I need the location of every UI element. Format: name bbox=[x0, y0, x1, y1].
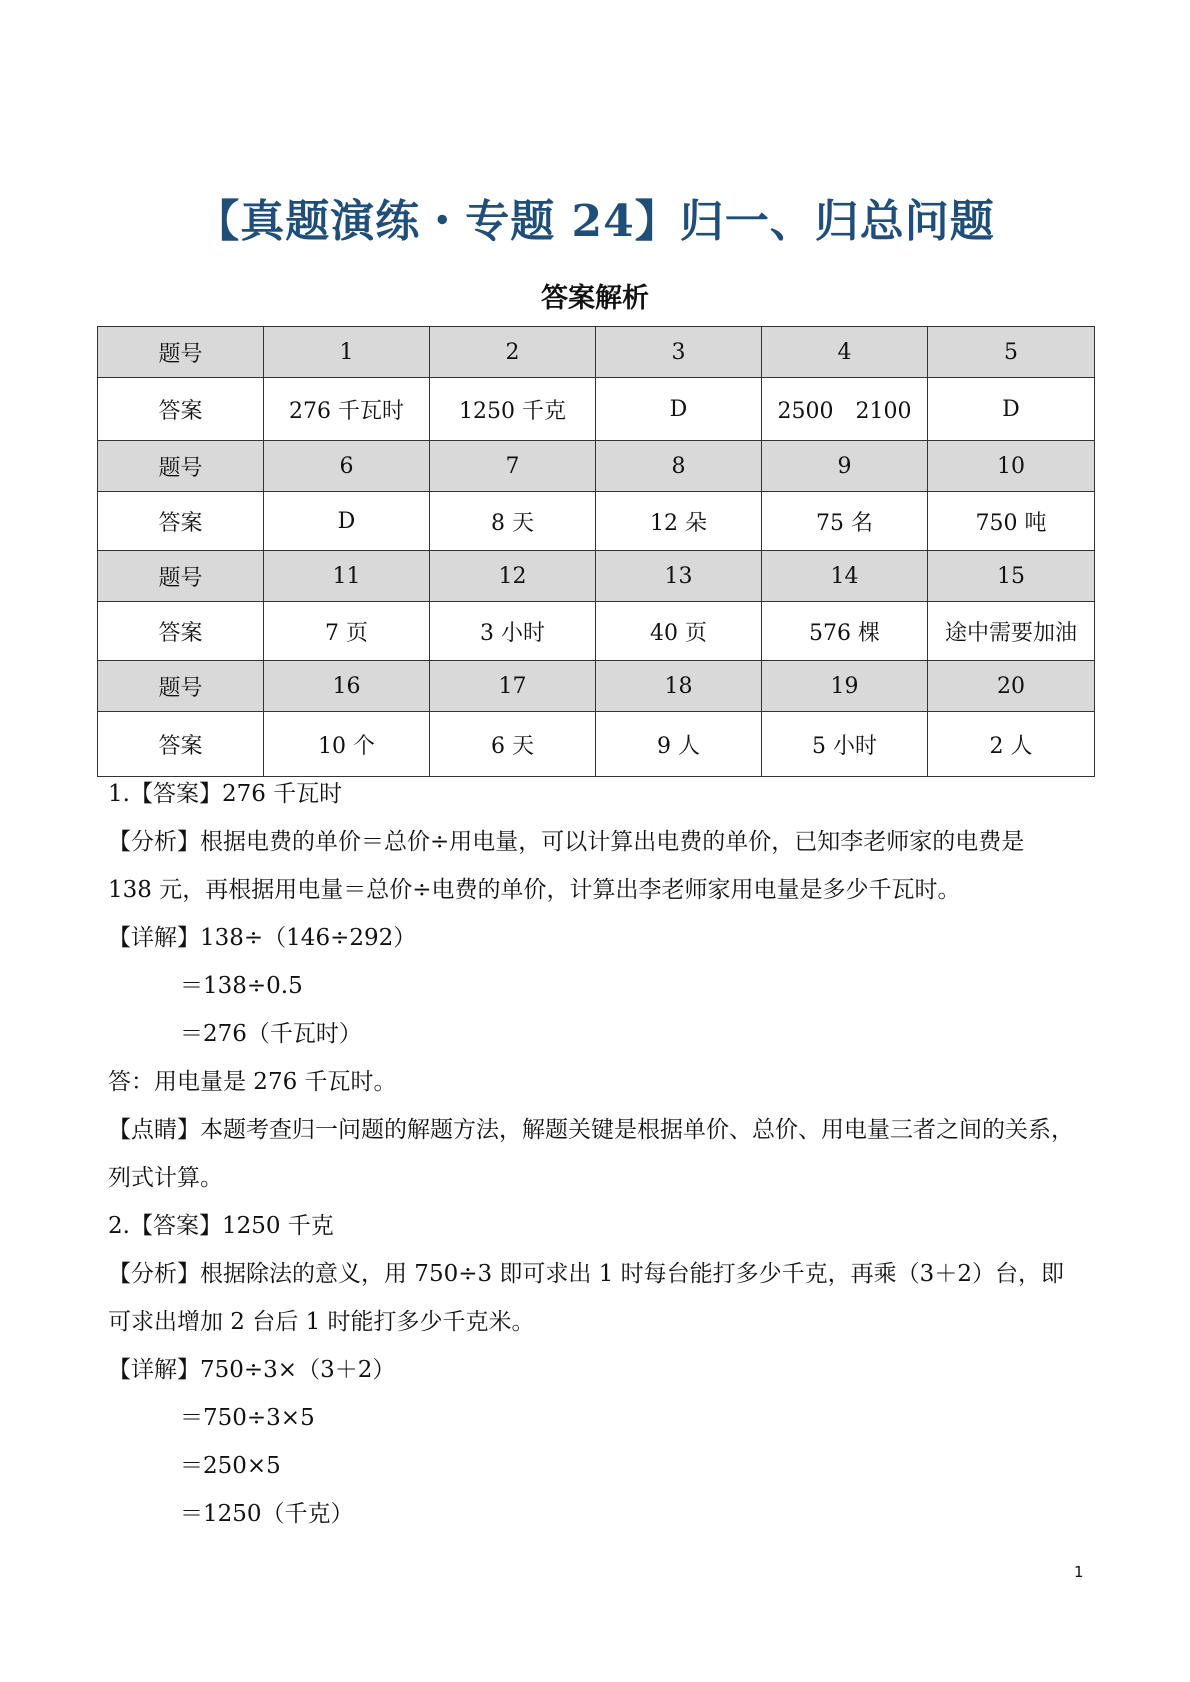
row-label: 答案 bbox=[98, 712, 264, 777]
table-header-row bbox=[98, 551, 1095, 602]
table-cell: 14 bbox=[762, 551, 928, 602]
table-cell: 15 bbox=[928, 551, 1095, 602]
table-cell: 12 bbox=[430, 551, 596, 602]
table-cell: 576 棵 bbox=[762, 602, 928, 661]
table-cell: 9 bbox=[762, 441, 928, 492]
table-answer-row bbox=[98, 602, 1095, 661]
table-cell: 2500 2100 bbox=[762, 378, 928, 441]
table-header-row bbox=[98, 441, 1095, 492]
section-subtitle: 答案解析 bbox=[541, 283, 649, 314]
page-number: 1 bbox=[1074, 1563, 1084, 1581]
table-cell: 2 bbox=[430, 327, 596, 378]
q1-note-line: 列式计算。 bbox=[108, 1165, 223, 1191]
table-answer-row bbox=[98, 712, 1095, 777]
table-cell: 276 千瓦时 bbox=[264, 378, 430, 441]
q1-answer: 1.【答案】276 千瓦时 bbox=[108, 781, 343, 807]
table-cell: 1 bbox=[264, 327, 430, 378]
q1-analysis-line: 138 元，再根据用电量＝总价÷电费的单价，计算出李老师家用电量是多少千瓦时。 bbox=[108, 877, 961, 903]
row-label: 题号 bbox=[98, 327, 264, 378]
table-cell: D bbox=[264, 492, 430, 551]
q2-step: ＝250×5 bbox=[180, 1453, 281, 1479]
table-cell: 20 bbox=[928, 661, 1095, 712]
table-cell: 7 页 bbox=[264, 602, 430, 661]
table-cell: D bbox=[596, 378, 762, 441]
row-label: 题号 bbox=[98, 661, 264, 712]
table-cell: 6 bbox=[264, 441, 430, 492]
q2-analysis-line: 可求出增加 2 台后 1 时能打多少千克米。 bbox=[108, 1309, 535, 1335]
table-answer-row bbox=[98, 492, 1095, 551]
table-cell: 12 朵 bbox=[596, 492, 762, 551]
table-cell: 750 吨 bbox=[928, 492, 1095, 551]
table-cell: 2 人 bbox=[928, 712, 1095, 777]
table-header-row bbox=[98, 661, 1095, 712]
table-cell: 5 小时 bbox=[762, 712, 928, 777]
q2-answer: 2.【答案】1250 千克 bbox=[108, 1213, 334, 1239]
table-cell: 3 小时 bbox=[430, 602, 596, 661]
row-label: 题号 bbox=[98, 551, 264, 602]
solutions-body bbox=[108, 770, 1088, 1538]
table-cell: 途中需要加油 bbox=[928, 602, 1095, 661]
table-cell: 19 bbox=[762, 661, 928, 712]
q2-step: ＝1250（千克） bbox=[180, 1501, 354, 1527]
q1-note-line: 【点睛】本题考查归一问题的解题方法，解题关键是根据单价、总价、用电量三者之间的关系， bbox=[108, 1117, 1074, 1143]
table-cell: 4 bbox=[762, 327, 928, 378]
table-cell: 8 天 bbox=[430, 492, 596, 551]
q2-analysis-line: 【分析】根据除法的意义，用 750÷3 即可求出 1 时每台能打多少千克，再乘（3＋2）台，即 bbox=[108, 1261, 1064, 1287]
table-answer-row bbox=[98, 378, 1095, 441]
row-label: 答案 bbox=[98, 602, 264, 661]
table-cell: 6 天 bbox=[430, 712, 596, 777]
table-cell: 16 bbox=[264, 661, 430, 712]
q1-detail: 【详解】138÷（146÷292） bbox=[108, 925, 417, 951]
q2-step: ＝750÷3×5 bbox=[180, 1405, 315, 1431]
page-title: 【真题演练・专题 24】归一、归总问题 bbox=[195, 196, 995, 247]
table-cell: 13 bbox=[596, 551, 762, 602]
q1-step: ＝138÷0.5 bbox=[180, 973, 303, 999]
q1-step: ＝276（千瓦时） bbox=[180, 1021, 362, 1047]
table-cell: 11 bbox=[264, 551, 430, 602]
q1-analysis-line: 【分析】根据电费的单价＝总价÷用电量，可以计算出电费的单价，已知李老师家的电费是 bbox=[108, 829, 1025, 855]
table-cell: 9 人 bbox=[596, 712, 762, 777]
table-cell: 5 bbox=[928, 327, 1095, 378]
row-label: 题号 bbox=[98, 441, 264, 492]
row-label: 答案 bbox=[98, 378, 264, 441]
table-cell: 8 bbox=[596, 441, 762, 492]
q1-reply: 答：用电量是 276 千瓦时。 bbox=[108, 1069, 397, 1095]
table-cell: 18 bbox=[596, 661, 762, 712]
table-cell: 75 名 bbox=[762, 492, 928, 551]
table-cell: 3 bbox=[596, 327, 762, 378]
table-cell: 10 个 bbox=[264, 712, 430, 777]
table-cell: 10 bbox=[928, 441, 1095, 492]
table-cell: 7 bbox=[430, 441, 596, 492]
answer-table bbox=[97, 326, 1095, 777]
row-label: 答案 bbox=[98, 492, 264, 551]
table-cell: 1250 千克 bbox=[430, 378, 596, 441]
q2-detail: 【详解】750÷3×（3＋2） bbox=[108, 1357, 396, 1383]
table-header-row bbox=[98, 327, 1095, 378]
table-cell: 17 bbox=[430, 661, 596, 712]
table-cell: 40 页 bbox=[596, 602, 762, 661]
table-cell: D bbox=[928, 378, 1095, 441]
